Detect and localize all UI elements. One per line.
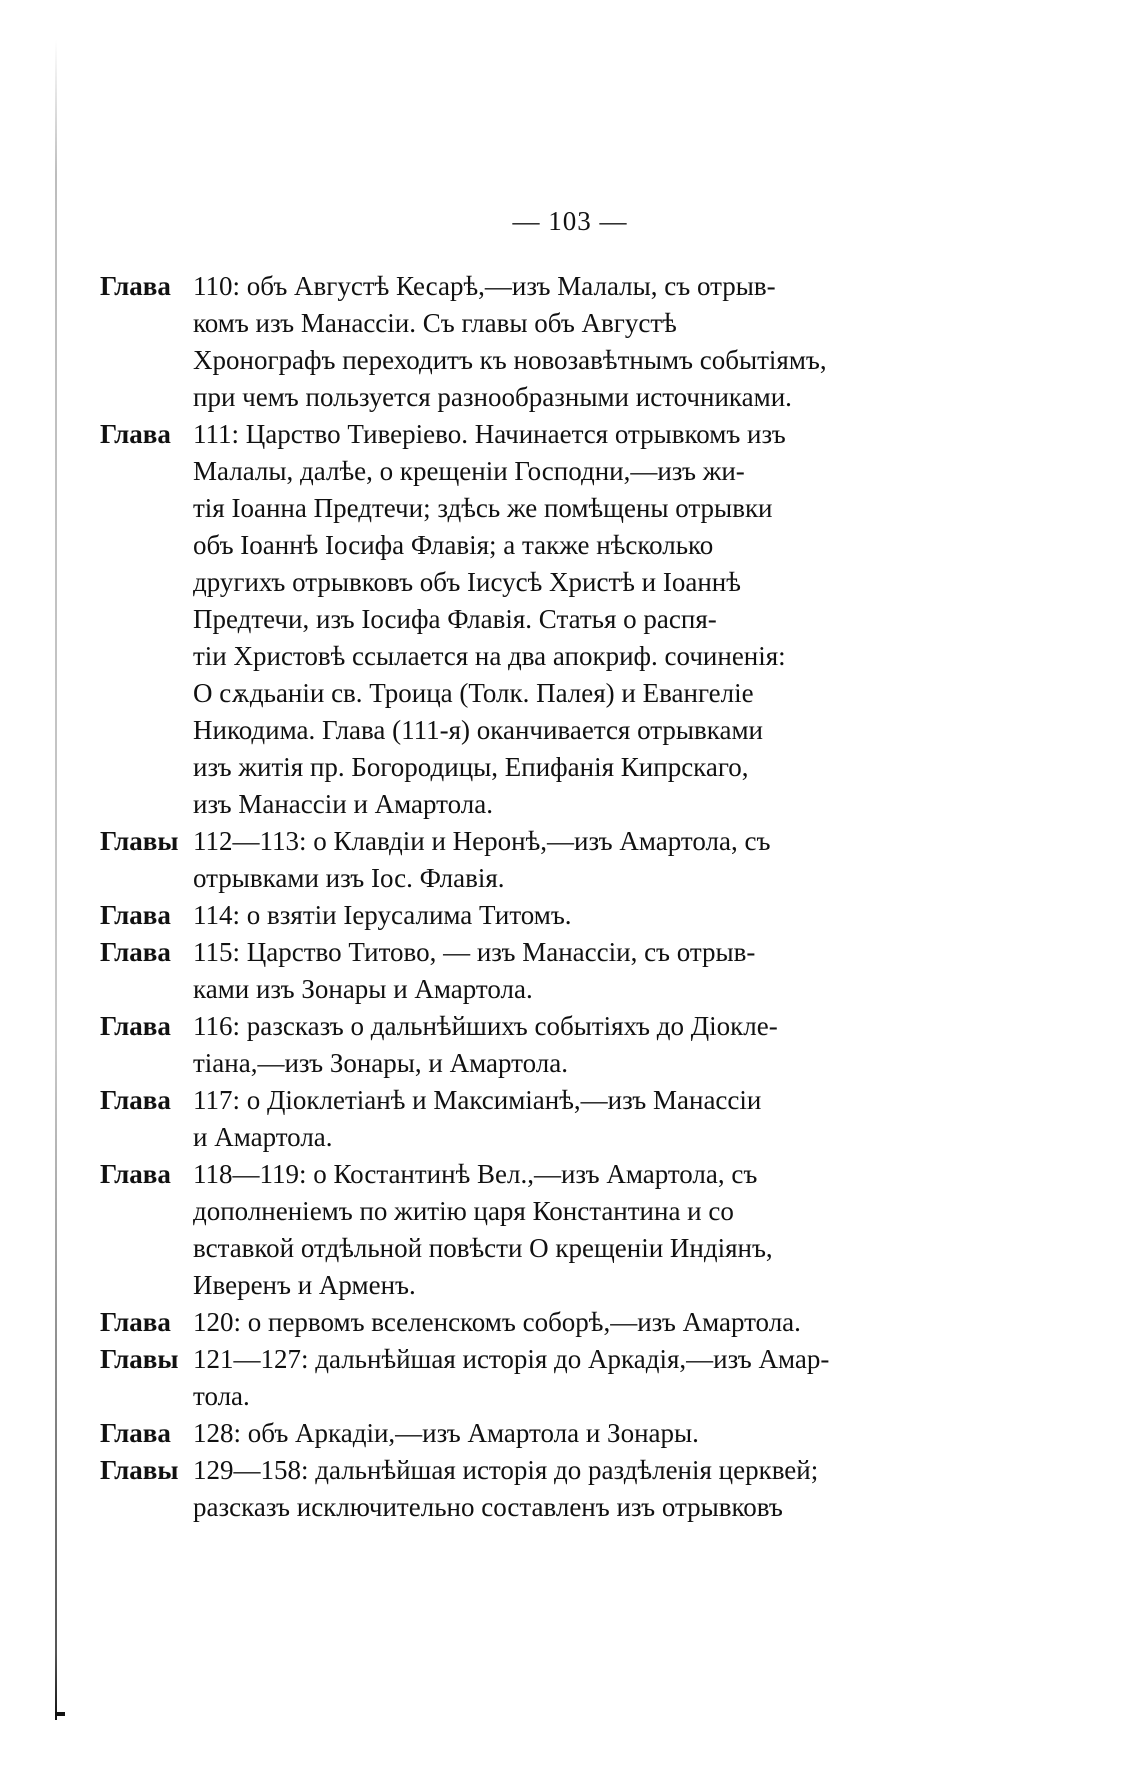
- entry-text: [193, 416, 880, 823]
- chapter-entry: [100, 1156, 880, 1304]
- page-number: — 103 —: [512, 206, 628, 236]
- text-line: 128: объ Аркадіи,—изъ Амартола и Зонары.: [193, 1418, 699, 1448]
- entry-text: [193, 897, 880, 934]
- entry-label: Главы: [100, 1344, 179, 1374]
- text-line: Малалы, далѣе, о крещеніи Господни,—изъ жи-: [193, 456, 745, 486]
- entry-label: Глава: [100, 1307, 171, 1337]
- text-line: Предтечи, изъ Іосифа Флавія. Статья о распя-: [193, 604, 717, 634]
- text-line: вставкой отдѣльной повѣсти О крещеніи Индіянъ,: [193, 1233, 773, 1263]
- text-line: 115: Царство Титово, — изъ Манассіи, съ отрыв-: [193, 937, 756, 967]
- text-line: 120: о первомъ вселенскомъ соборѣ,—изъ Амартола.: [193, 1307, 801, 1337]
- text-line: 112—113: о Клавдіи и Неронѣ,—изъ Амартола, съ: [193, 826, 771, 856]
- chapter-entry: [100, 1452, 880, 1526]
- chapter-entry: [100, 823, 880, 897]
- text-line: комъ изъ Манассіи. Съ главы объ Августѣ: [193, 308, 677, 338]
- text-line: дополненіемъ по житію царя Константина и со: [193, 1196, 734, 1226]
- text-line: при чемъ пользуется разнообразными источниками.: [193, 382, 792, 412]
- text-line: 118—119: о Костантинѣ Вел.,—изъ Амартола, съ: [193, 1159, 758, 1189]
- entry-label: Главы: [100, 1455, 179, 1485]
- entry-label: Глава: [100, 937, 171, 967]
- text-line: изъ Манассіи и Амартола.: [193, 789, 493, 819]
- scan-margin-line: [55, 40, 57, 1720]
- chapter-entry: [100, 268, 880, 416]
- entry-text: [193, 1341, 880, 1415]
- chapter-entry: [100, 1082, 880, 1156]
- text-line: 110: объ Августѣ Кесарѣ,—изъ Малалы, съ отрыв-: [193, 271, 776, 301]
- entry-text: [193, 934, 880, 1008]
- scan-corner-mark: [55, 1712, 65, 1716]
- text-line: ками изъ Зонары и Амартола.: [193, 974, 533, 1004]
- text-line: 116: разсказъ о дальнѣйшихъ событіяхъ до Діокле-: [193, 1011, 778, 1041]
- chapter-entry: [100, 1341, 880, 1415]
- text-line: 117: о Діоклетіанѣ и Максиміанѣ,—изъ Манассіи: [193, 1085, 762, 1115]
- chapter-entry: [100, 1415, 880, 1452]
- text-line: отрывками изъ Іос. Флавія.: [193, 863, 505, 893]
- entry-label: Глава: [100, 1085, 171, 1115]
- text-line: Иверенъ и Арменъ.: [193, 1270, 416, 1300]
- text-line: тіи Христовѣ ссылается на два апокриф. сочиненія:: [193, 641, 786, 671]
- text-line: тола.: [193, 1381, 250, 1411]
- entry-label: Глава: [100, 419, 171, 449]
- entry-label: Глава: [100, 900, 171, 930]
- chapter-entry: [100, 1008, 880, 1082]
- text-line: тія Іоанна Предтечи; здѣсь же помѣщены отрывки: [193, 493, 773, 523]
- chapter-entry: [100, 1304, 880, 1341]
- chapter-list: [100, 268, 880, 1526]
- chapter-entry: [100, 416, 880, 823]
- text-line: разсказъ исключительно составленъ изъ отрывковъ: [193, 1492, 783, 1522]
- entry-label: Глава: [100, 1011, 171, 1041]
- entry-text: [193, 1008, 880, 1082]
- entry-text: [193, 1082, 880, 1156]
- text-line: объ Іоаннѣ Іосифа Флавія; а также нѣсколько: [193, 530, 714, 560]
- text-line: 114: о взятіи Іерусалима Титомъ.: [193, 900, 572, 930]
- entry-text: [193, 1415, 880, 1452]
- text-line: 121—127: дальнѣйшая исторія до Аркадія,—изъ Амар-: [193, 1344, 830, 1374]
- chapter-entry: [100, 897, 880, 934]
- entry-text: [193, 1304, 880, 1341]
- entry-text: [193, 1452, 880, 1526]
- text-line: Никодима. Глава (111-я) оканчивается отрывками: [193, 715, 763, 745]
- text-line: Хронографъ переходитъ къ новозавѣтнымъ событіямъ,: [193, 345, 827, 375]
- text-line: другихъ отрывковъ объ Іисусѣ Христѣ и Іоаннѣ: [193, 567, 741, 597]
- text-line: 129—158: дальнѣйшая исторія до раздѣленія церквей;: [193, 1455, 819, 1485]
- text-line: изъ житія пр. Богородицы, Епифанія Кипрскаго,: [193, 752, 749, 782]
- text-line: и Амартола.: [193, 1122, 333, 1152]
- text-line: тіана,—изъ Зонары, и Амартола.: [193, 1048, 568, 1078]
- chapter-entry: [100, 934, 880, 1008]
- entry-label: Глава: [100, 271, 171, 301]
- text-line: 111: Царство Тиверіево. Начинается отрывкомъ изъ: [193, 419, 786, 449]
- entry-label: Главы: [100, 826, 179, 856]
- entry-text: [193, 268, 880, 416]
- entry-text: [193, 1156, 880, 1304]
- entry-text: [193, 823, 880, 897]
- entry-label: Глава: [100, 1418, 171, 1448]
- entry-label: Глава: [100, 1159, 171, 1189]
- text-line: О сѫдьаніи св. Троица (Толк. Палея) и Евангеліе: [193, 678, 754, 708]
